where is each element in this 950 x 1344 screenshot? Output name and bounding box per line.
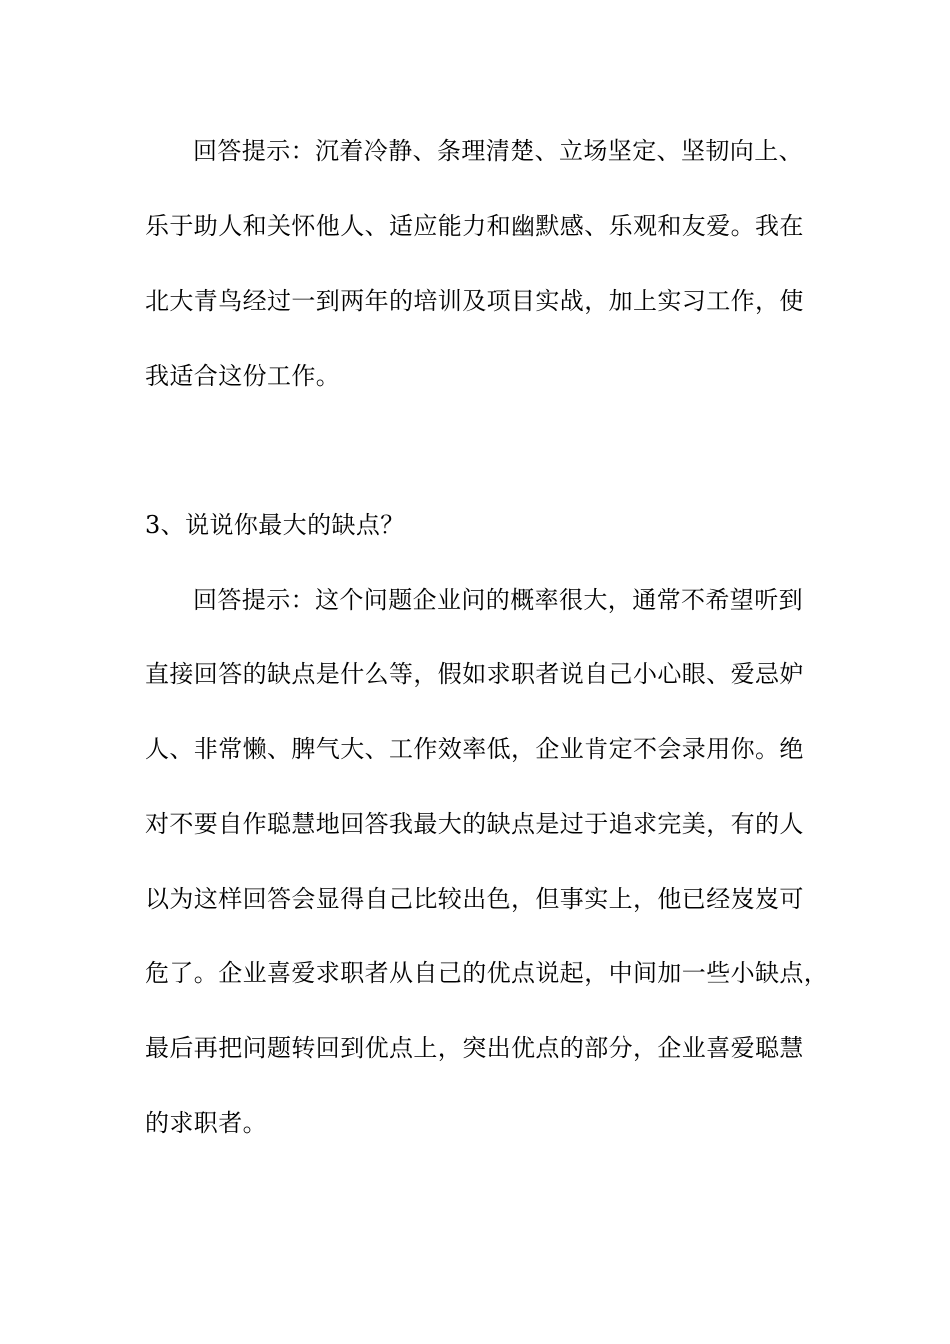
paragraph-line: 以为这样回答会显得自己比较出色，但事实上，他已经岌岌可 (145, 885, 804, 913)
paragraph-line: 乐于助人和关怀他人、适应能力和幽默感、乐观和友爱。我在 (145, 212, 804, 240)
paragraph-line: 回答提示：这个问题企业问的概率很大，通常不希望听到 (193, 586, 803, 614)
paragraph-line: 的求职者。 (145, 1109, 267, 1137)
paragraph-line: 北大青鸟经过一到两年的培训及项目实战，加上实习工作，使 (145, 287, 804, 315)
paragraph-line: 最后再把问题转回到优点上，突出优点的部分，企业喜爱聪慧 (145, 1034, 804, 1062)
paragraph-line: 人、非常懒、脾气大、工作效率低，企业肯定不会录用你。绝 (145, 735, 804, 763)
paragraph-line: 对不要自作聪慧地回答我最大的缺点是过于追求完美，有的人 (145, 810, 804, 838)
paragraph-line: 回答提示：沉着冷静、条理清楚、立场坚定、坚韧向上、 (193, 137, 803, 165)
question-heading: 3、说说你最大的缺点？ (145, 511, 405, 539)
paragraph-line: 危了。企业喜爱求职者从自己的优点说起，中间加一些小缺点， (145, 959, 829, 987)
paragraph-line: 我适合这份工作。 (145, 362, 341, 390)
paragraph-line: 直接回答的缺点是什么等，假如求职者说自己小心眼、爱忌妒 (145, 660, 804, 688)
